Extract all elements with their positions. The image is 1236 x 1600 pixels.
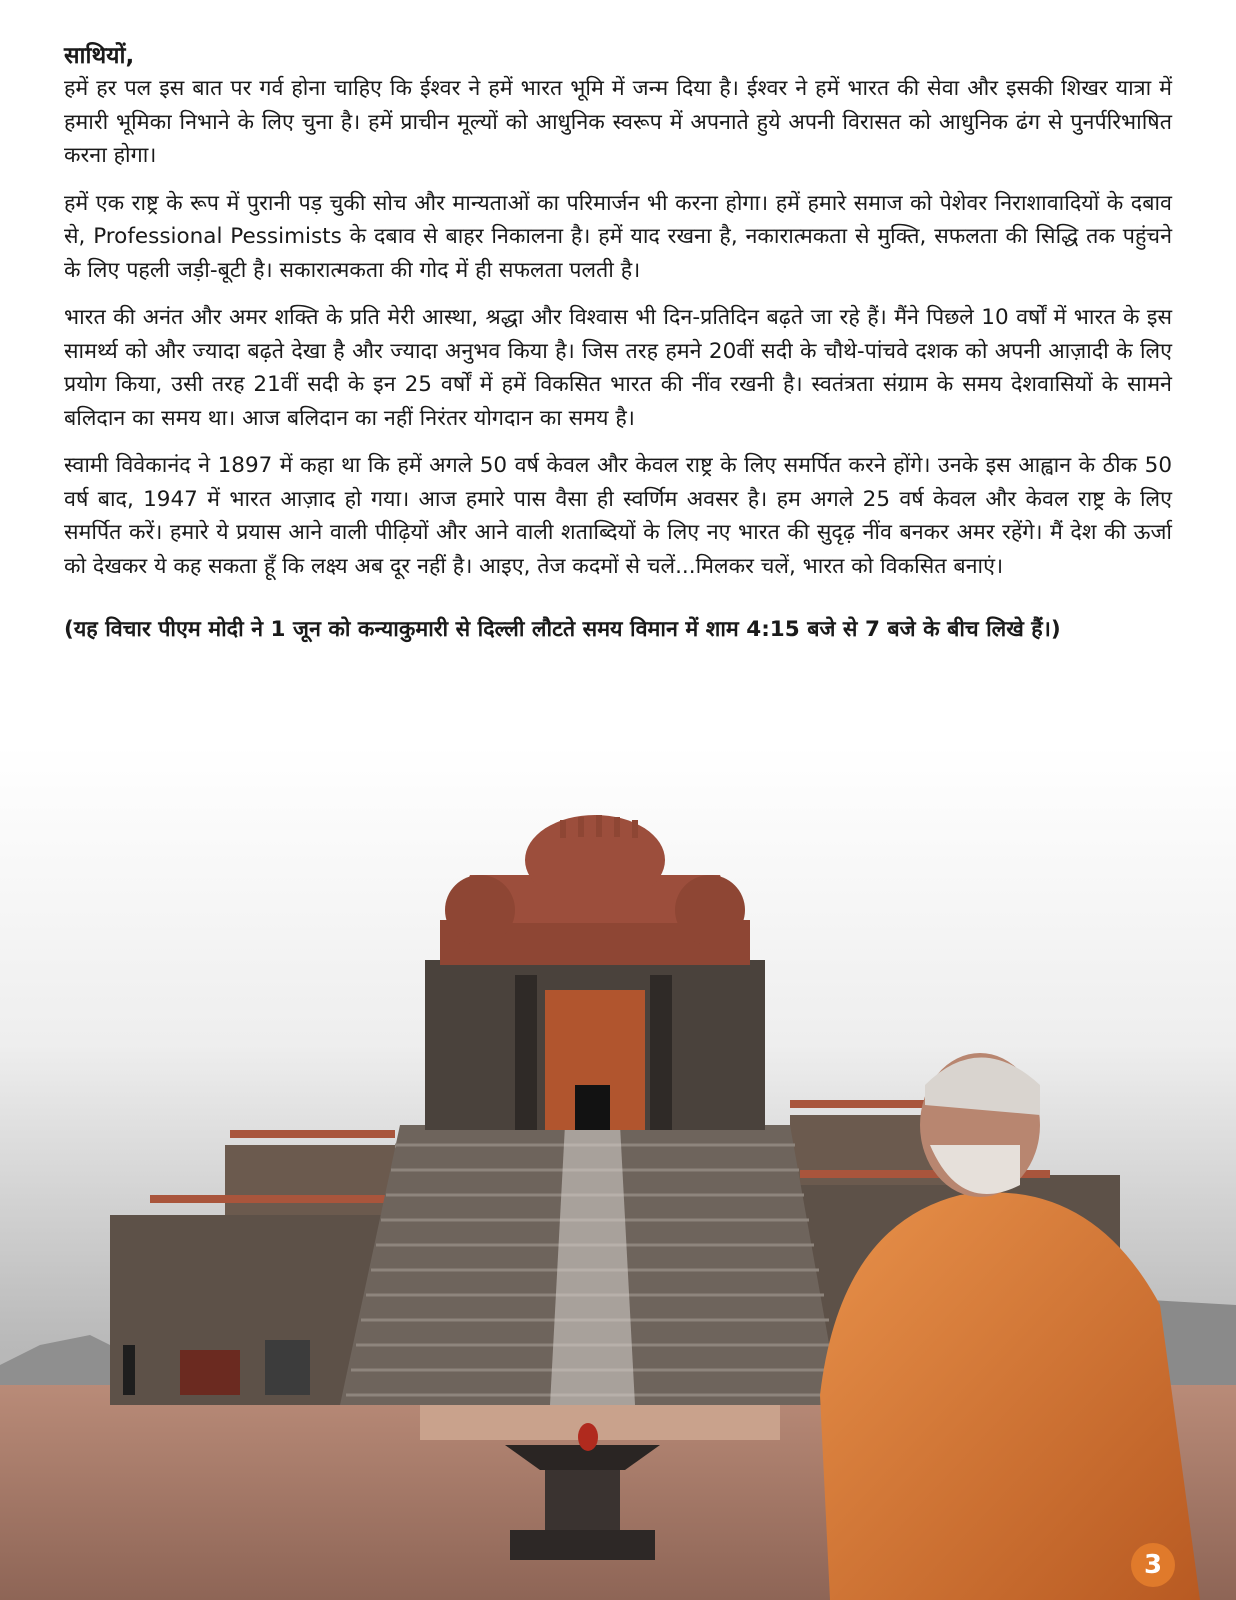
- paragraph-3: भारत की अनंत और अमर शक्ति के प्रति मेरी आस्था, श्रद्धा और विश्वास भी दिन-प्रतिदिन बढ़ते जा रहे हैं। मैंने पिछले 10 वर्षों में भारत के इस सामर्थ्य को और ज्यादा बढ़ते देखा है और ज्यादा अनुभव किया है। जिस तरह हमने 20वीं सदी के चौथे-पांचवे दशक को अपनी आज़ादी के लिए प्रयोग किया, उसी तरह 21वीं सदी के इन 25 वर्षों में हमें विकसित भारत की नींव रखनी है। स्वतंत्रता संग्राम के समय देशवासियों के सामने बलिदान का समय था। आज बलिदान का नहीं निरंतर योगदान का समय है।: [64, 305, 1172, 431]
- paragraph-4: स्वामी विवेकानंद ने 1897 में कहा था कि हमें अगले 50 वर्ष केवल और केवल राष्ट्र के लिए समर्पित करने होंगे। उनके इस आह्वान के ठीक 50 वर्ष बाद, 1947 में भारत आज़ाद हो गया। आज हमारे पास वैसा ही स्वर्णिम अवसर है। हम अगले 25 वर्ष केवल और केवल राष्ट्र के लिए समर्पित करें। हमारे ये प्रयास आने वाली पीढ़ियों और आने वाली शताब्दियों के लिए नए भारत की सुदृढ़ नींव बनकर अमर रहेंगे। मैं देश की ऊर्जा को देखकर ये कह सकता हूँ कि लक्ष्य अब दूर नहीं है। आइए, तेज कदमों से चलें...मिलकर चलें, भारत को विकसित बनाएं।: [64, 453, 1172, 579]
- page-number: 3: [1131, 1543, 1175, 1587]
- salutation: साथियों,: [64, 43, 135, 69]
- paragraph-2: हमें एक राष्ट्र के रूप में पुरानी पड़ चुकी सोच और मान्यताओं का परिमार्जन भी करना होगा। हमें हमारे समाज को पेशेवर निराशावादियों के दबाव से, Professional Pessimists के दबाव से बाहर निकालना है। हमें याद रखना है, नकारात्मकता से मुक्ति, सफलता की सिद्धि तक पहुंचने के लिए पहली जड़ी-बूटी है। सकारात्मकता की गोद में ही सफलता पलती है।: [64, 190, 1172, 283]
- article-text: [64, 40, 1172, 646]
- paragraph-1: हमें हर पल इस बात पर गर्व होना चाहिए कि ईश्वर ने हमें भारत भूमि में जन्म दिया है। ईश्वर ने हमें भारत की सेवा और इसकी शिखर यात्रा में हमारी भूमिका निभाने के लिए चुना है। हमें प्राचीन मूल्यों को आधुनिक स्वरूप में अपनाते हुये अपनी विरासत को आधुनिक ढंग से पुनर्परिभाषित करना होगा।: [64, 76, 1172, 168]
- author-note: (यह विचार पीएम मोदी ने 1 जून को कन्याकुमारी से दिल्ली लौटते समय विमान में शाम 4:15 बजे से 7 बजे के बीच लिखे हैं।): [64, 617, 1061, 642]
- memorial-photo: [0, 745, 1236, 1600]
